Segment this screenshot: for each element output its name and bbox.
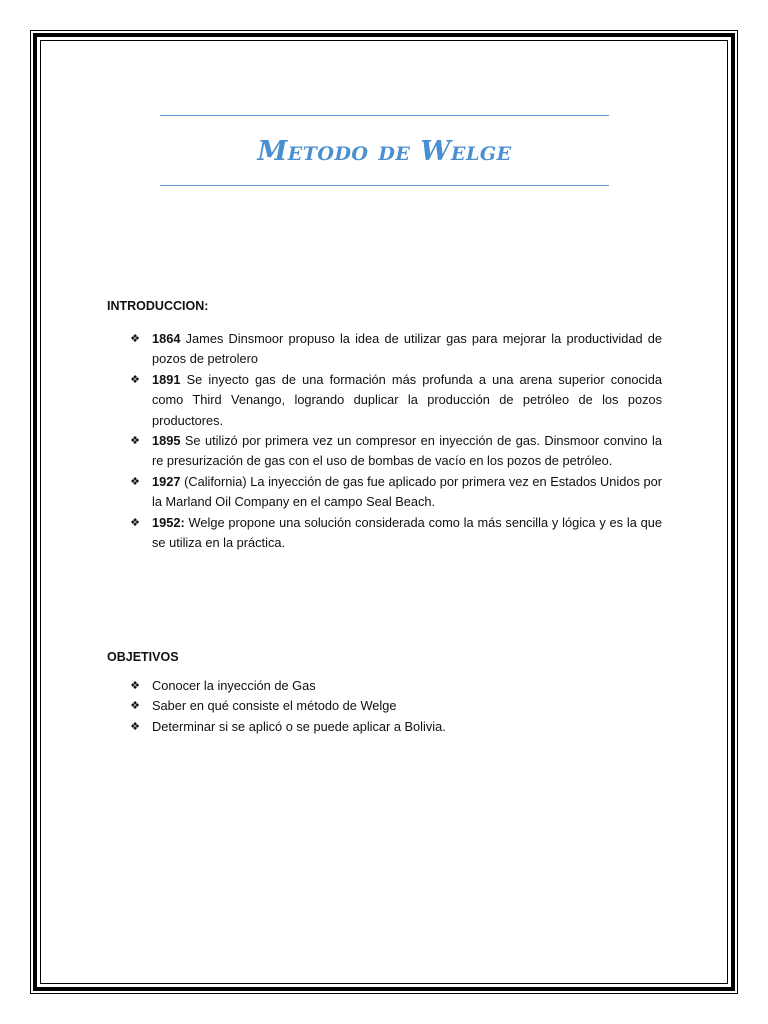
- diamond-bullet-icon: ❖: [130, 474, 140, 488]
- list-item: [128, 676, 662, 696]
- introduccion-list: [128, 329, 662, 553]
- document-title: Metodo de Welge: [257, 136, 512, 167]
- diamond-bullet-icon: ❖: [130, 679, 140, 692]
- year-label: 1927: [152, 473, 181, 489]
- item-text: Conocer la inyección de Gas: [152, 678, 316, 693]
- year-label: 1864: [152, 331, 181, 346]
- list-item: [128, 717, 662, 737]
- item-text: James Dinsmoor propuso la idea de utilizar gas para mejorar la productividad de pozos de petrolero: [152, 331, 662, 367]
- year-label: 1891: [152, 371, 181, 387]
- diamond-bullet-icon: ❖: [130, 719, 140, 733]
- list-item: [128, 329, 662, 370]
- item-text: (California) La inyección de gas fue aplicado por primera vez en Estados Unidos por la Marland Oil Company en el campo Seal Beach.: [152, 473, 662, 510]
- item-text: Se inyecto gas de una formación más profunda a una arena superior conocida como Third Venango, logrando duplicar la producción de petróleo de los pozos productores.: [152, 371, 662, 428]
- diamond-bullet-icon: ❖: [130, 332, 140, 345]
- year-label: 1952:: [152, 514, 185, 530]
- list-item: [128, 696, 662, 716]
- objetivos-list: [128, 676, 662, 737]
- objetivos-heading: OBJETIVOS: [107, 650, 179, 664]
- list-item: [128, 370, 662, 431]
- item-text: Welge propone una solución considerada como la más sencilla y lógica y es la que se utiliza en la práctica.: [152, 514, 662, 551]
- introduccion-heading: INTRODUCCION:: [107, 299, 209, 313]
- diamond-bullet-icon: ❖: [130, 699, 140, 713]
- diamond-bullet-icon: ❖: [130, 372, 140, 386]
- diamond-bullet-icon: ❖: [130, 434, 140, 448]
- title-rule-bottom: [160, 185, 609, 186]
- item-text: Saber en qué consiste el método de Welge: [152, 698, 397, 714]
- item-text: Se utilizó por primera vez un compresor en inyección de gas. Dinsmoor convino la re presurización de gas con el uso de bombas de vacío en los pozos de petróleo.: [152, 433, 662, 469]
- list-item: [128, 431, 662, 472]
- diamond-bullet-icon: ❖: [130, 515, 140, 529]
- item-text: Determinar si se aplicó o se puede aplicar a Bolivia.: [152, 718, 446, 734]
- title-rule-top: [160, 115, 609, 116]
- year-label: 1895: [152, 433, 181, 449]
- list-item: [128, 513, 662, 554]
- list-item: [128, 472, 662, 513]
